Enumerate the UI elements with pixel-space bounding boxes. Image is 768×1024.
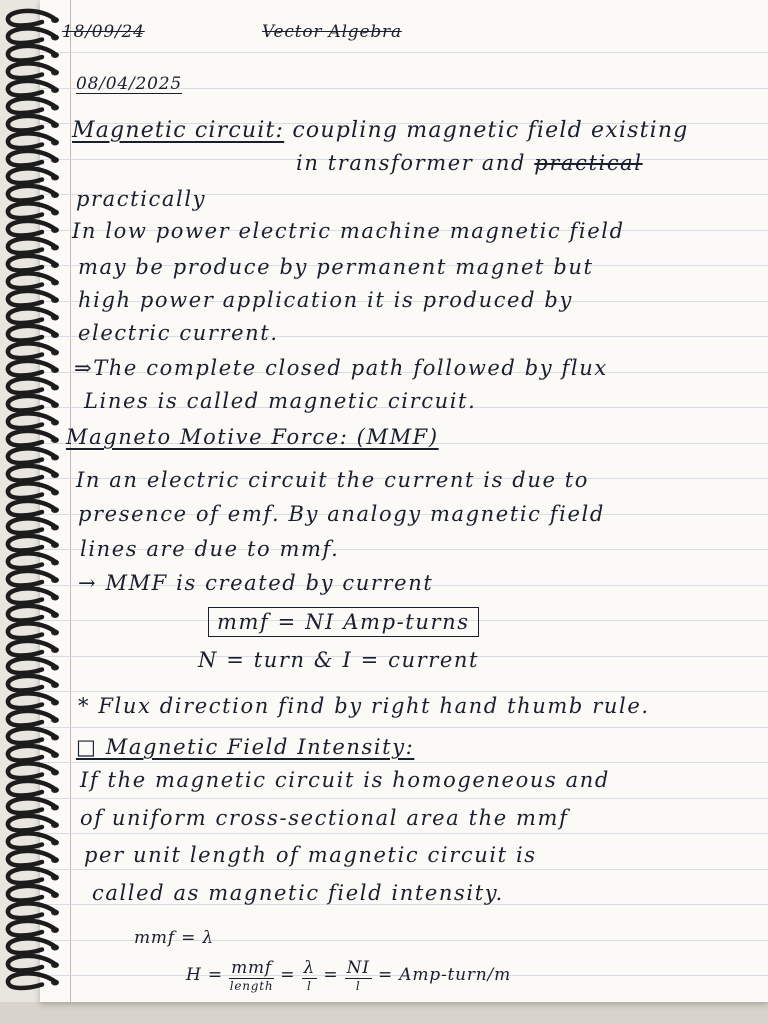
mmf-boxed-formula — [208, 607, 479, 637]
line-20: of uniform cross-sectional area the mmf — [80, 806, 569, 830]
denominator: l — [306, 979, 312, 993]
heading-mmf: Magneto Motive Force: (MMF) — [66, 425, 439, 449]
line-14: → MMF is created by current — [78, 571, 434, 595]
line-2 — [296, 151, 643, 175]
numerator: mmf — [231, 958, 273, 978]
line-19: If the magnetic circuit is homogeneous and — [80, 768, 610, 792]
heading-field-intensity: □ Magnetic Field Intensity: — [76, 735, 415, 759]
line-12: presence of emf. By analogy magnetic field — [78, 502, 605, 526]
fraction-ni-l — [345, 958, 372, 993]
fraction-lambda-l — [302, 958, 318, 993]
denominator: l — [355, 979, 361, 993]
h-label: H = — [186, 965, 223, 985]
text: in transformer and — [296, 151, 527, 175]
equals: = — [323, 965, 339, 985]
line-7: electric current. — [78, 321, 279, 345]
crossed-title: Vector Algebra — [262, 22, 402, 42]
line-4: In low power electric machine magnetic field — [72, 219, 625, 243]
formula-box: mmf = NI Amp-turns — [208, 607, 479, 637]
equals: = — [280, 965, 296, 985]
desk-surface — [0, 1002, 768, 1024]
line-11: In an electric circuit the current is due to — [76, 468, 590, 492]
formula-mmf-lambda: mmf = λ — [134, 928, 214, 948]
line-21: per unit length of magnetic circuit is — [84, 843, 537, 867]
denominator: length — [229, 979, 274, 993]
numerator: NI — [346, 958, 370, 978]
line-6: high power application it is produced by — [78, 288, 573, 312]
line-16: N = turn & I = current — [198, 648, 480, 672]
equals: = — [378, 965, 394, 985]
struck-word: practical — [534, 151, 643, 175]
line-8: ⇒The complete closed path followed by flux — [74, 356, 608, 380]
text: coupling magnetic field existing — [292, 118, 689, 143]
formula-h — [186, 958, 511, 993]
fraction-mmf-length — [229, 958, 274, 993]
line-1 — [72, 118, 689, 143]
line-17: * Flux direction find by right hand thumb rule. — [78, 694, 650, 718]
crossed-date: 18/09/24 — [62, 22, 145, 42]
heading-magnetic-circuit: Magnetic circuit: — [72, 118, 285, 143]
unit-label: Amp-turn/m — [399, 965, 511, 985]
line-22: called as magnetic field intensity. — [92, 881, 504, 905]
line-13: lines are due to mmf. — [80, 537, 340, 561]
line-3: practically — [76, 187, 207, 211]
page-date: 08/04/2025 — [76, 74, 182, 94]
line-9: Lines is called magnetic circuit. — [84, 389, 477, 413]
line-5: may be produce by permanent magnet but — [78, 255, 594, 279]
numerator: λ — [303, 958, 316, 978]
